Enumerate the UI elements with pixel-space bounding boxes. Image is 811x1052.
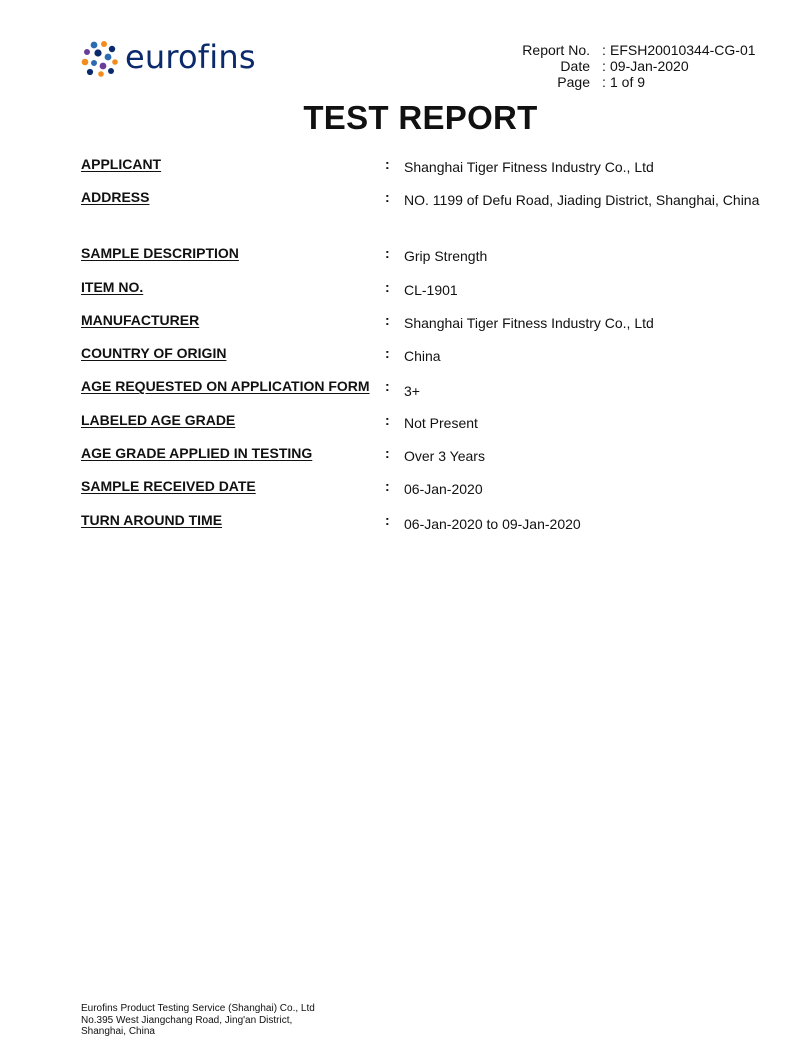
field-label: SAMPLE DESCRIPTION (81, 245, 239, 261)
date-row: Date : 09-Jan-2020 (520, 58, 756, 74)
field-value: China (404, 348, 441, 364)
field-label: AGE REQUESTED ON APPLICATION FORM (81, 378, 370, 394)
field-value: 3+ (404, 383, 420, 399)
field-label: SAMPLE RECEIVED DATE (81, 478, 256, 494)
date-label: Date (560, 58, 590, 74)
company-footer (81, 1003, 315, 1038)
field-age-grade-applied: AGE GRADE APPLIED IN TESTING : Over 3 Years (81, 445, 485, 464)
page-row: Page : 1 of 9 (520, 74, 756, 90)
field-value: Shanghai Tiger Fitness Industry Co., Ltd (404, 159, 654, 175)
report-title: TEST REPORT (303, 99, 538, 136)
field-label: LABELED AGE GRADE (81, 412, 236, 428)
field-item-no: ITEM NO. : CL-1901 (81, 279, 458, 298)
field-label: ADDRESS (81, 189, 150, 205)
field-manufacturer: MANUFACTURER : Shanghai Tiger Fitness Industry Co., Ltd (81, 312, 654, 331)
field-age-requested: AGE REQUESTED ON APPLICATION FORM : 3+ (81, 378, 420, 399)
field-value: 06-Jan-2020 (404, 481, 483, 497)
report-no-row: Report No. : EFSH20010344-CG-01 (520, 42, 756, 58)
field-value: Grip Strength (404, 248, 488, 264)
field-applicant: APPLICANT : Shanghai Tiger Fitness Industry Co., Ltd (81, 156, 654, 175)
field-labeled-age-grade: LABELED AGE GRADE : Not Present (81, 412, 478, 431)
field-value: NO. 1199 of Defu Road, Jiading District, Shanghai, China (404, 192, 760, 208)
field-sample-received-date: SAMPLE RECEIVED DATE : 06-Jan-2020 (81, 478, 483, 497)
field-country-of-origin: COUNTRY OF ORIGIN : China (81, 345, 441, 364)
footer-city-line: Shanghai, China (81, 1026, 155, 1037)
field-address: ADDRESS : NO. 1199 of Defu Road, Jiading District, Shanghai, China (81, 189, 760, 208)
footer-company-name: Eurofins Product Testing Service (Shanghai) Co., Ltd (81, 1003, 315, 1014)
field-value: Not Present (404, 415, 478, 431)
page-value: 1 of 9 (610, 74, 646, 90)
field-label: MANUFACTURER (81, 312, 200, 328)
field-value: CL-1901 (404, 282, 458, 298)
report-meta (520, 42, 756, 90)
field-value: 06-Jan-2020 to 09-Jan-2020 (404, 516, 581, 532)
field-label: ITEM NO. (81, 279, 144, 295)
field-label: COUNTRY OF ORIGIN (81, 345, 227, 361)
field-value: Shanghai Tiger Fitness Industry Co., Ltd (404, 315, 654, 331)
date-value: 09-Jan-2020 (610, 58, 689, 74)
eurofins-logo (81, 40, 256, 78)
page-label: Page (557, 74, 590, 90)
field-label: TURN AROUND TIME (81, 512, 223, 528)
report-no-value: EFSH20010344-CG-01 (610, 42, 756, 58)
field-turn-around-time: TURN AROUND TIME : 06-Jan-2020 to 09-Jan-2020 (81, 512, 581, 532)
report-no-label: Report No. (522, 42, 590, 58)
field-label: APPLICANT (81, 156, 162, 172)
field-sample-description: SAMPLE DESCRIPTION : Grip Strength (81, 245, 488, 264)
footer-address-line: No.395 West Jiangchang Road, Jing'an District, (81, 1014, 293, 1026)
field-label: AGE GRADE APPLIED IN TESTING (81, 445, 313, 461)
eurofins-dots-icon (81, 40, 119, 78)
logo-wordmark: eurofins (125, 38, 256, 76)
field-value: Over 3 Years (404, 448, 485, 464)
